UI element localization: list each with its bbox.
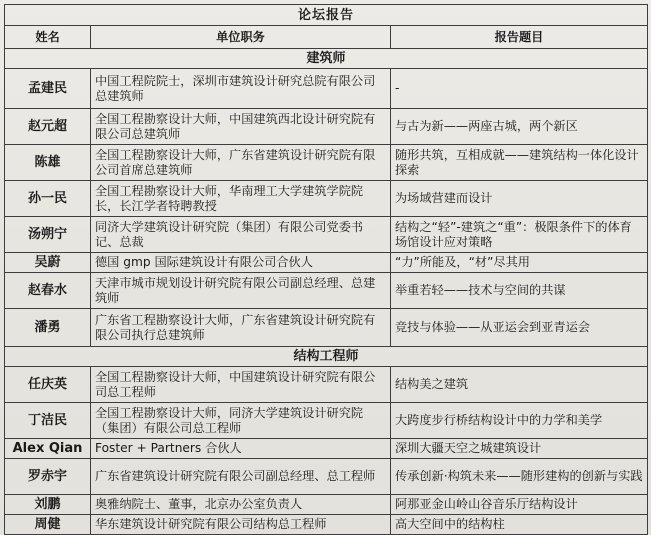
report-topic: “力”所能及，“材”尽其用 xyxy=(391,253,648,273)
person-position: Foster + Partners 合伙人 xyxy=(91,439,391,459)
person-position: 全国工程勘察设计大师，中国建筑西北设计研究院有限公司总建筑师 xyxy=(91,109,391,145)
person-position: 天津市城市规划设计研究院有限公司副总经理、总建筑师 xyxy=(91,273,391,309)
person-position: 华东建筑设计研究院有限公司结构总工程师 xyxy=(91,515,391,535)
section-label: 结构工程师 xyxy=(5,347,648,367)
report-topic: 阿那亚金山岭山谷音乐厅结构设计 xyxy=(391,495,648,515)
person-name: Alex Qian xyxy=(5,439,91,459)
table-row xyxy=(5,495,648,515)
person-name: 孟建民 xyxy=(5,69,91,109)
header-topic: 报告题目 xyxy=(391,26,648,49)
forum-report-table xyxy=(4,4,648,535)
report-topic: 高大空间中的结构柱 xyxy=(391,515,648,535)
person-position: 德国 gmp 国际建筑设计有限公司合伙人 xyxy=(91,253,391,273)
person-name: 潘勇 xyxy=(5,309,91,347)
header-position: 单位职务 xyxy=(91,26,391,49)
table-row xyxy=(5,403,648,439)
table-row xyxy=(5,145,648,181)
report-topic: 结构之“轻”-建筑之“重”：极限条件下的体育场馆设计应对策略 xyxy=(391,217,648,253)
person-name: 丁洁民 xyxy=(5,403,91,439)
table-row xyxy=(5,515,648,535)
table-row xyxy=(5,69,648,109)
header-name: 姓名 xyxy=(5,26,91,49)
person-name: 汤朔宁 xyxy=(5,217,91,253)
table-row xyxy=(5,367,648,403)
person-position: 同济大学建筑设计研究院（集团）有限公司党委书记、总裁 xyxy=(91,217,391,253)
table-row xyxy=(5,109,648,145)
person-position: 全国工程勘察设计大师，广东省建筑设计研究院有限公司首席总建筑师 xyxy=(91,145,391,181)
table-title: 论坛报告 xyxy=(5,5,648,26)
person-name: 周健 xyxy=(5,515,91,535)
report-topic: 举重若轻——技术与空间的共谋 xyxy=(391,273,648,309)
section-label: 建筑师 xyxy=(5,49,648,69)
person-name: 孙一民 xyxy=(5,181,91,217)
person-position: 广东省建筑设计研究院有限公司副总经理、总工程师 xyxy=(91,459,391,495)
person-position: 全国工程勘察设计大师，中国建筑设计研究院有限公司总工程师 xyxy=(91,367,391,403)
report-topic: 随形共筑，互相成就——建筑结构一体化设计探索 xyxy=(391,145,648,181)
report-topic: 结构美之建筑 xyxy=(391,367,648,403)
person-name: 陈雄 xyxy=(5,145,91,181)
table-row xyxy=(5,253,648,273)
table-title-row xyxy=(5,5,648,26)
person-position: 广东省工程勘察设计大师，广东省建筑设计研究院有限公司执行总建筑师 xyxy=(91,309,391,347)
person-position: 全国工程勘察设计大师，华南理工大学建筑学院院长，长江学者特聘教授 xyxy=(91,181,391,217)
person-position: 全国工程勘察设计大师，同济大学建筑设计研究院（集团）有限公司总工程师 xyxy=(91,403,391,439)
person-name: 吴蔚 xyxy=(5,253,91,273)
person-name: 任庆英 xyxy=(5,367,91,403)
table-row xyxy=(5,459,648,495)
report-topic: 与古为新——两座古城，两个新区 xyxy=(391,109,648,145)
person-position: 中国工程院院士，深圳市建筑设计研究总院有限公司总建筑师 xyxy=(91,69,391,109)
report-topic: - xyxy=(391,69,648,109)
report-topic: 为场域营建而设计 xyxy=(391,181,648,217)
person-name: 罗赤宇 xyxy=(5,459,91,495)
report-topic: 竞技与体验——从亚运会到亚青运会 xyxy=(391,309,648,347)
report-topic: 传承创新·构筑未来——随形建构的创新与实践 xyxy=(391,459,648,495)
table-header-row xyxy=(5,26,648,49)
person-name: 赵元超 xyxy=(5,109,91,145)
person-position: 奥雅纳院士、董事，北京办公室负责人 xyxy=(91,495,391,515)
section-header-row xyxy=(5,347,648,367)
person-name: 赵春水 xyxy=(5,273,91,309)
table-row xyxy=(5,439,648,459)
table-row xyxy=(5,181,648,217)
table-row xyxy=(5,217,648,253)
report-topic: 大跨度步行桥结构设计中的力学和美学 xyxy=(391,403,648,439)
table-row xyxy=(5,273,648,309)
section-header-row xyxy=(5,49,648,69)
person-name: 刘鹏 xyxy=(5,495,91,515)
table-row xyxy=(5,309,648,347)
report-topic: 深圳大疆天空之城建筑设计 xyxy=(391,439,648,459)
